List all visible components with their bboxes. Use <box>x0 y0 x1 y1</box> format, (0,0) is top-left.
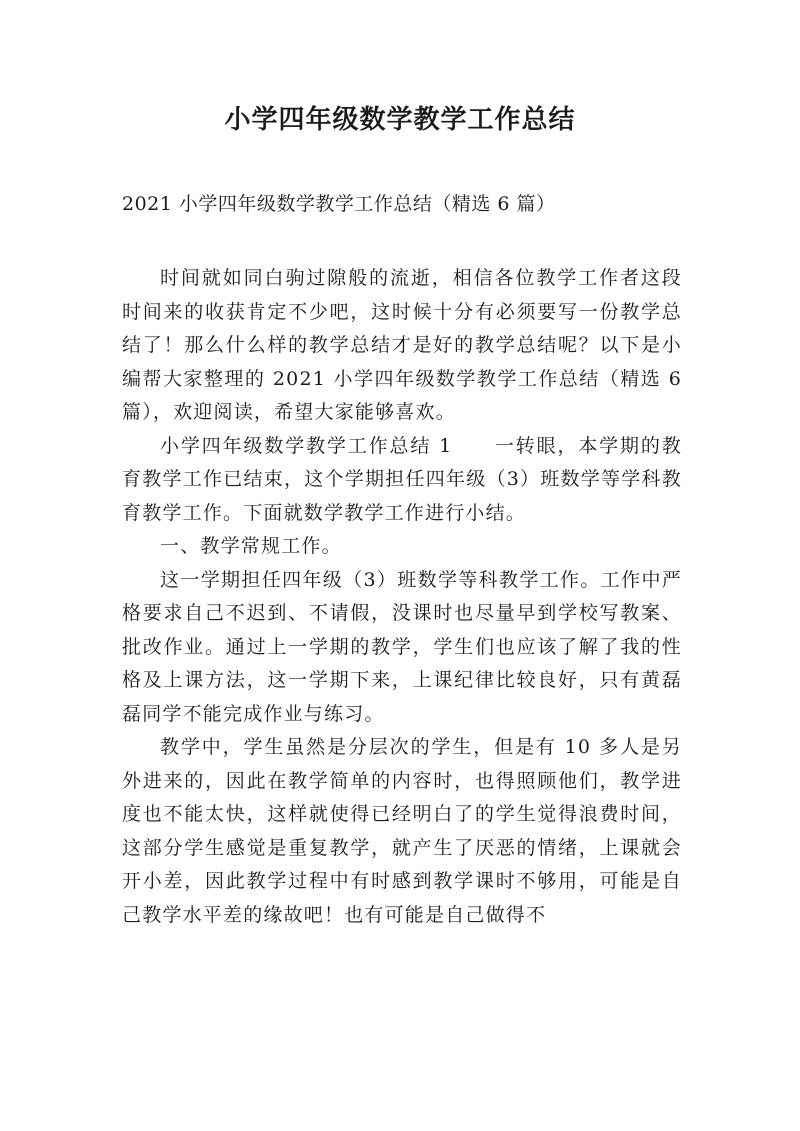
paragraph-section-heading: 一、教学常规工作。 <box>160 535 342 557</box>
document-body <box>122 262 682 932</box>
paragraph-intro: 时间就如同白驹过隙般的流逝，相信各位教学工作者这段时间来的收获肯定不少吧，这时候十分有必须要写一份教学总结了！那么什么样的教学总结才是好的教学总结呢？以下是小编帮大家整理的 2021 小学四年级数学教学工作总结（精选 6 篇），欢迎阅读，希望大家能够喜欢。 <box>122 267 682 423</box>
paragraph-routine-work: 这一学期担任四年级（3）班数学等科教学工作。工作中严格要求自己不迟到、不请假，没课时也尽量早到学校写教案、批改作业。通过上一学期的教学，学生们也应该了解了我的性格及上课方法，这一学期下来，上课纪律比较良好，只有黄磊磊同学不能完成作业与练习。 <box>122 568 682 725</box>
paragraph-summary-1: 小学四年级数学教学工作总结 1 一转眼，本学期的教育教学工作已结束，这个学期担任四年级（3）班数学等学科教育教学工作。下面就数学教学工作进行小结。 <box>122 434 682 524</box>
document-title: 小学四年级数学教学工作总结 <box>224 105 576 135</box>
paragraph-teaching: 教学中，学生虽然是分层次的学生，但是有 10 多人是另外进来的，因此在教学简单的内容时，也得照顾他们，教学进度也不能太快，这样就使得已经明白了的学生觉得浪费时间，这部分学生感觉是重复教学，就产生了厌恶的情绪，上课就会开小差，因此教学过程中有时感到教学课时不够用，可能是自己教学水平差的缘故吧！也有可能是自己做得不 <box>122 736 682 926</box>
document-subtitle: 2021 小学四年级数学教学工作总结（精选 6 篇） <box>122 193 556 215</box>
